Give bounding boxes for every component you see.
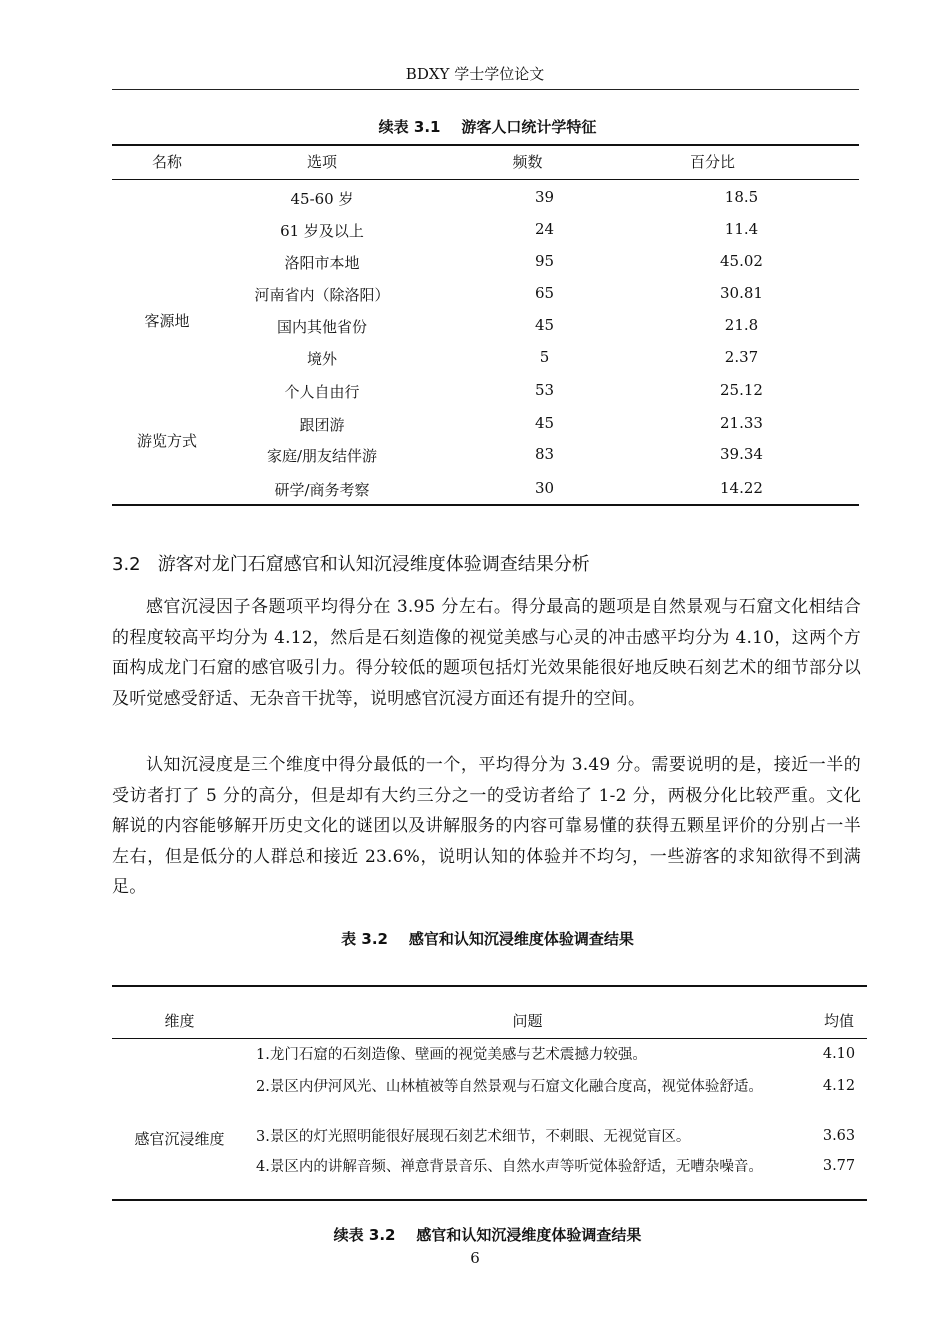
table2-question: 3.景区的灯光照明能很好展现石刻艺术细节，不刺眼、无视觉盲区。 [256,1129,691,1145]
table1-row-freq: 95 [534,252,555,270]
table1-row-freq: 83 [534,445,555,463]
table1-row-pct: 45.02 [720,252,763,270]
table1-row-freq: 24 [534,220,555,238]
table2-mean: 3.77 [822,1158,856,1174]
table1-row-option: 研学/商务考察 [274,481,370,499]
table2-mean: 4.12 [822,1078,856,1094]
table2-col-dimension: 维度 [164,1012,195,1030]
table1-row-pct: 39.34 [720,445,763,463]
table1-header-rule [112,179,859,180]
table1-col-option: 选项 [306,153,337,171]
table1-row-option: 跟团游 [299,416,345,434]
table2-continued-caption: 续表 3.2 感官和认知沉浸维度体验调查结果 [333,1226,642,1244]
table1-row-pct: 21.8 [724,316,759,334]
table1-row-option: 国内其他省份 [276,318,367,336]
table1-top-rule [112,144,859,146]
table1-bottom-rule [112,504,859,506]
table1-row-freq: 30 [534,479,555,497]
table2-question: 4.景区内的讲解音频、禅意背景音乐、自然水声等听觉体验舒适，无嘈杂噪音。 [256,1159,763,1175]
table1-caption: 续表 3.1 游客人口统计学特征 [378,118,597,136]
table2-header-rule [112,1038,867,1039]
table1-group-mode: 游览方式 [136,432,197,450]
table1-row-pct: 25.12 [720,381,763,399]
table1-row-pct: 11.4 [724,220,759,238]
table1-row-pct: 21.33 [720,414,763,432]
paragraph: 认知沉浸度是三个维度中得分最低的一个，平均得分为 3.49 分。需要说明的是，接近一半的受访者打了 5 分的高分，但是却有大约三分之一的受访者给了 1-2 分，两极分化比较严重。文化解说的内容能够解开历史文化的谜团以及讲解服务的内容可靠易懂的获得五颗星评价的分别占一半左右，但是低分的人群总和接近 23.6%，说明认知的体验并不均匀，一些游客的求知欲得不到满足。 [112,755,861,897]
table2-caption: 表 3.2 感官和认知沉浸维度体验调查结果 [341,930,634,948]
table2-mean: 4.10 [822,1046,856,1062]
table1-row-option: 洛阳市本地 [284,254,360,272]
table1-row-pct: 14.22 [720,479,763,497]
table2-col-mean: 均值 [823,1012,854,1030]
table1-row-freq: 53 [534,381,555,399]
table1-row-freq: 45 [534,316,555,334]
page-number: 6 [470,1249,480,1267]
table1-row-freq: 5 [539,348,550,366]
table1-row-option: 境外 [306,350,337,368]
header-rule [112,89,859,90]
table2-question: 1.龙门石窟的石刻造像、壁画的视觉美感与艺术震撼力较强。 [256,1047,647,1063]
table1-row-option: 61 岁及以上 [280,222,364,240]
table1-row-pct: 2.37 [724,348,759,366]
table1-row-pct: 30.81 [720,284,763,302]
table2-col-question: 问题 [512,1012,543,1030]
table1-group-origin: 客源地 [144,312,190,330]
table2-top-rule [112,985,867,987]
table1-row-freq: 45 [534,414,555,432]
section-heading: 3.2 游客对龙门石窟感官和认知沉浸维度体验调查结果分析 [112,554,590,575]
table1-row-option: 个人自由行 [284,383,360,401]
table1-row-option: 家庭/朋友结伴游 [266,447,378,465]
table1-row-option: 45-60 岁 [290,190,354,208]
table1-col-name: 名称 [151,153,182,171]
table1-row-freq: 39 [534,188,555,206]
table1-row-freq: 65 [534,284,555,302]
table1-col-freq: 频数 [512,153,543,171]
table1-row-pct: 18.5 [724,188,759,206]
table1-col-pct: 百分比 [689,153,735,171]
running-header: BDXY 学士学位论文 [405,65,545,83]
table2-mean: 3.63 [822,1128,856,1144]
table2-question: 2.景区内伊河风光、山林植被等自然景观与石窟文化融合度高，视觉体验舒适。 [256,1079,763,1095]
table1-row-option: 河南省内（除洛阳） [254,286,390,304]
paragraph: 感官沉浸因子各题项平均得分在 3.95 分左右。得分最高的题项是自然景观与石窟文化相结合的程度较高平均分为 4.12，然后是石刻造像的视觉美感与心灵的冲击感平均分为 4.10，这两个方面构成龙门石窟的感官吸引力。得分较低的题项包括灯光效果能很好地反映石刻艺术的细节部分以及听觉感受舒适、无杂音干扰等，说明感官沉浸方面还有提升的空间。 [112,597,861,709]
table2-group-sensory: 感官沉浸维度 [134,1130,225,1148]
table2-bottom-rule [112,1199,867,1201]
